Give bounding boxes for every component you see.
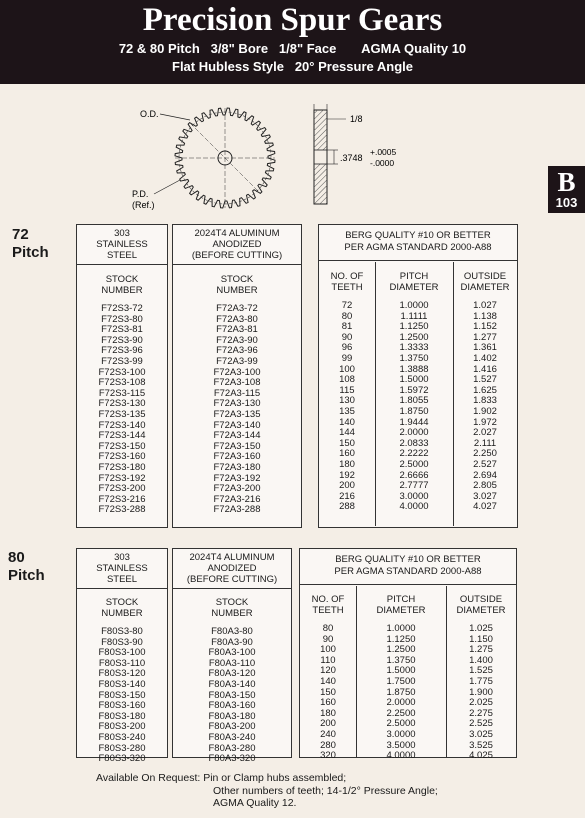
table-cell: 1.0000 [399, 300, 429, 311]
table-cell: F72S3-99 [101, 355, 143, 367]
table-cell: 144 [339, 427, 355, 439]
table-cell: 1.277 [473, 331, 497, 343]
table-cell: 1.8750 [386, 686, 416, 698]
pd-72-list [375, 301, 453, 513]
table-cell: 240 [320, 728, 336, 740]
table-cell: F80S3-150 [98, 689, 146, 701]
table-cell: F72A3-200 [213, 483, 261, 495]
table-cell: F80S3-140 [98, 678, 146, 690]
table-cell: F72S3-90 [101, 334, 143, 346]
al-head-3: (BEFORE CUTTING) [191, 250, 283, 261]
table-cell: 2.0000 [386, 697, 416, 709]
bore-tolerance-minus: -.0000 [370, 158, 395, 168]
teeth-80-list [300, 624, 356, 762]
table-cell: 2.527 [473, 458, 497, 470]
table-cell: 2.250 [473, 448, 497, 460]
pitch-72-label [12, 226, 49, 262]
table-cell: 96 [341, 342, 353, 354]
table-cell: 1.3750 [399, 352, 429, 364]
table-cell: 80 [322, 623, 334, 634]
table-cell: F72A3-115 [213, 387, 261, 399]
table-cell: F72A3-144 [213, 430, 261, 442]
table-cell: 1.361 [473, 342, 497, 354]
page-title: Precision Spur Gears [142, 2, 443, 38]
table-cell: 150 [320, 686, 336, 698]
od-72-list [453, 301, 517, 513]
table-cell: 2.525 [469, 718, 493, 730]
ss-head-1: 303 [114, 228, 130, 239]
table-cell: F80A3-180 [208, 710, 256, 722]
table-cell: 2.027 [473, 427, 497, 439]
table-cell: 99 [341, 352, 353, 364]
ref-label: (Ref.) [132, 200, 155, 210]
table-cell: 1.7500 [386, 675, 416, 687]
table-cell: 2.0833 [399, 437, 429, 449]
table-cell: F80S3-240 [98, 731, 146, 743]
table-cell: 1.900 [469, 686, 493, 698]
bore-tolerance-plus: +.0005 [370, 147, 397, 157]
table-cell: 1.3333 [399, 342, 429, 354]
table-cell: F80A3-90 [211, 636, 253, 648]
table-cell: 1.1250 [386, 633, 416, 645]
table-cell: 4.0000 [399, 501, 429, 513]
stock-head-2: NUMBER [101, 285, 143, 296]
table-cell: 1.972 [473, 416, 497, 428]
note-line-3: AGMA Quality 12. [213, 797, 297, 809]
table-cell: 180 [320, 707, 336, 719]
stock-head-2: NUMBER [101, 608, 143, 619]
od-head-2: DIAMETER [456, 605, 506, 616]
stainless-80-list [77, 627, 167, 765]
table-cell: 80 [341, 310, 353, 322]
gear-front-view [175, 108, 275, 208]
table-cell: 1.3750 [386, 654, 416, 666]
table-cell: 1.3888 [399, 363, 429, 375]
table-cell: F72S3-96 [101, 345, 143, 357]
table-cell: F72A3-108 [213, 377, 261, 389]
table-cell: F80A3-160 [208, 700, 256, 712]
table-cell: F72A3-180 [213, 461, 261, 473]
table-cell: 2.5000 [399, 458, 429, 470]
table-cell: F72S3-108 [98, 377, 146, 389]
table-cell: 1.525 [469, 665, 493, 677]
pd-head-2: DIAMETER [376, 605, 426, 616]
table-cell: F72A3-72 [216, 303, 258, 314]
od-head-1: OUTSIDE [459, 594, 503, 605]
table-cell: F72A3-81 [216, 324, 258, 336]
berg-head-2: PER AGMA STANDARD 2000-A88 [334, 566, 482, 577]
table-cell: F72A3-100 [213, 366, 261, 378]
table-cell: F72A3-150 [213, 440, 261, 452]
stock-head-2: NUMBER [211, 608, 253, 619]
page-header [0, 0, 585, 84]
table-cell: F80S3-80 [101, 626, 143, 637]
table-cell: 2.5000 [386, 718, 416, 730]
table-cell: 150 [339, 437, 355, 449]
al-head-2: ANODIZED [207, 563, 257, 574]
table-cell: 2.6666 [399, 469, 429, 481]
teeth-head-1: NO. OF [330, 271, 364, 282]
stainless-72-list [77, 304, 167, 516]
pitch-number: 80 [8, 549, 25, 566]
table-cell: 1.275 [469, 644, 493, 656]
table-cell: F72A3-99 [216, 355, 258, 367]
table-cell: F72A3-96 [216, 345, 258, 357]
table-cell: F80A3-100 [208, 647, 256, 659]
pitch-word: Pitch [8, 567, 45, 584]
od-label: O.D. [140, 109, 159, 119]
table-cell: 3.0000 [399, 490, 429, 502]
table-cell: F72A3-192 [213, 472, 261, 484]
pd-head-2: DIAMETER [389, 282, 439, 293]
table-cell: 1.902 [473, 405, 497, 417]
al-head-2: ANODIZED [212, 239, 262, 250]
table-cell: F72S3-130 [98, 398, 146, 410]
table-cell: F80S3-120 [98, 668, 146, 680]
table-cell: 1.416 [473, 363, 497, 375]
table-cell: F72A3-90 [216, 334, 258, 346]
berg-72-table [318, 224, 518, 528]
table-cell: F72S3-192 [98, 472, 146, 484]
al-head-1: 2024T4 ALUMINUM [194, 228, 280, 239]
od-head-1: OUTSIDE [463, 271, 507, 282]
pd-head-1: PITCH [386, 594, 416, 605]
table-cell: F72S3-100 [98, 366, 146, 378]
table-cell: 280 [320, 739, 336, 751]
stock-head-1: STOCK [105, 274, 139, 285]
table-cell: 180 [339, 458, 355, 470]
pitch-80-label [8, 549, 45, 585]
table-cell: 288 [339, 501, 355, 513]
table-cell: 1.5000 [399, 374, 429, 386]
section-tab [548, 166, 585, 213]
od-80-list [446, 624, 516, 762]
od-leader [160, 114, 190, 120]
table-cell: F80A3-150 [208, 689, 256, 701]
table-cell: 2.2500 [386, 707, 416, 719]
berg-head-2: PER AGMA STANDARD 2000-A88 [344, 242, 492, 253]
stock-head-1: STOCK [105, 597, 139, 608]
table-cell: F80A3-120 [208, 668, 256, 680]
pd-label: P.D. [132, 189, 149, 199]
table-cell: 1.152 [473, 321, 497, 333]
aluminum-72-table [172, 224, 302, 528]
pd-80-list [356, 624, 446, 762]
table-cell: 160 [339, 448, 355, 460]
table-cell: 3.025 [469, 728, 493, 740]
table-cell: 2.025 [469, 697, 493, 709]
table-cell: F80S3-100 [98, 647, 146, 659]
stock-head-1: STOCK [220, 274, 254, 285]
table-cell: 216 [339, 490, 355, 502]
table-cell: F80S3-200 [98, 721, 146, 733]
table-cell: 1.5972 [399, 384, 429, 396]
table-cell: F72S3-288 [98, 504, 146, 516]
table-cell: 135 [339, 405, 355, 417]
pd-leader [154, 180, 180, 194]
table-cell: 1.1111 [400, 310, 428, 322]
table-cell: F72A3-140 [213, 419, 261, 431]
teeth-head-1: NO. OF [311, 594, 345, 605]
table-cell: 2.111 [473, 437, 497, 449]
table-cell: F72A3-160 [213, 451, 261, 463]
table-cell: 90 [341, 331, 353, 343]
table-cell: F72A3-130 [213, 398, 261, 410]
table-cell: 2.805 [473, 480, 497, 492]
od-head-2: DIAMETER [460, 282, 510, 293]
table-cell: F72S3-200 [98, 483, 146, 495]
table-cell: F72S3-81 [101, 324, 143, 336]
table-cell: 1.8055 [399, 395, 429, 407]
table-cell: 1.138 [473, 310, 497, 322]
table-cell: F72S3-216 [98, 493, 146, 505]
table-cell: F80A3-80 [211, 626, 253, 637]
stock-head-2: NUMBER [216, 285, 258, 296]
table-cell: F80A3-240 [208, 731, 256, 743]
table-cell: F72S3-72 [101, 303, 143, 314]
pitch-number: 72 [12, 226, 29, 243]
table-cell: F72A3-80 [216, 313, 258, 325]
table-cell: F80A3-280 [208, 742, 256, 754]
table-cell: 110 [320, 654, 336, 666]
stock-head-1: STOCK [215, 597, 249, 608]
table-cell: 200 [339, 480, 355, 492]
teeth-head-2: TEETH [331, 282, 363, 293]
ss-head-2: STAINLESS [96, 563, 148, 574]
table-cell: 1.2500 [386, 644, 416, 656]
table-cell: 1.027 [473, 300, 497, 311]
table-cell: 1.625 [473, 384, 497, 396]
table-cell: F72S3-144 [98, 430, 146, 442]
table-cell: F80A3-200 [208, 721, 256, 733]
table-cell: F72A3-135 [213, 408, 261, 420]
table-cell: 1.775 [469, 675, 493, 687]
table-cell: 115 [339, 384, 355, 396]
table-cell: F72S3-135 [98, 408, 146, 420]
aluminum-72-list [173, 304, 301, 516]
table-cell: 3.5000 [386, 739, 416, 751]
teeth-head-2: TEETH [312, 605, 344, 616]
stainless-80-table [76, 548, 168, 765]
table-cell: 1.2500 [399, 331, 429, 343]
table-cell: 1.150 [469, 633, 493, 645]
teeth-72-list [319, 301, 375, 513]
spec-line-1: 72 & 80 Pitch 3/8" Bore 1/8" Face AGMA Quality 10 [118, 41, 467, 56]
berg-72-columns [319, 262, 517, 513]
ss-head-1: 303 [114, 552, 130, 563]
table-cell: 1.025 [469, 623, 493, 634]
table-cell: 1.527 [473, 374, 497, 386]
table-cell: 320 [320, 750, 336, 762]
table-cell: F72S3-80 [101, 313, 143, 325]
table-cell: F80S3-160 [98, 700, 146, 712]
table-cell: 108 [339, 374, 355, 386]
aluminum-80-list [173, 627, 291, 765]
table-cell: 1.833 [473, 395, 497, 407]
table-cell: 160 [320, 697, 336, 709]
table-cell: 2.275 [469, 707, 493, 719]
table-cell: 72 [341, 300, 353, 311]
table-cell: 100 [320, 644, 336, 656]
table-cell: F80A3-320 [208, 753, 256, 765]
table-cell: 3.0000 [386, 728, 416, 740]
table-cell: F80S3-110 [98, 657, 146, 669]
table-cell: 90 [322, 633, 334, 645]
table-cell: 2.2222 [399, 448, 429, 460]
table-cell: F72S3-140 [98, 419, 146, 431]
table-cell: 1.5000 [386, 665, 416, 677]
table-cell: 4.027 [473, 501, 497, 513]
berg-80-columns [300, 586, 516, 762]
ss-head-2: STAINLESS [96, 239, 148, 250]
table-cell: 1.8750 [399, 405, 429, 417]
pd-head-1: PITCH [399, 271, 429, 282]
table-cell: 2.0000 [399, 427, 429, 439]
table-cell: 1.400 [469, 654, 493, 666]
spec-line-2: Flat Hubless Style 20° Pressure Angle [172, 59, 413, 74]
table-cell: F72S3-160 [98, 451, 146, 463]
table-cell: F80S3-320 [98, 753, 146, 765]
table-cell: 2.694 [473, 469, 497, 481]
face-width-label: 1/8 [350, 114, 363, 124]
section-letter: B [557, 167, 576, 197]
table-cell: F80S3-180 [98, 710, 146, 722]
table-cell: 3.525 [469, 739, 493, 751]
al-head-3: (BEFORE CUTTING) [186, 574, 278, 585]
berg-head-1: BERG QUALITY #10 OR BETTER [345, 230, 491, 241]
table-cell: 2.7777 [399, 480, 429, 492]
table-cell: F72S3-115 [98, 387, 146, 399]
table-cell: F80A3-110 [208, 657, 256, 669]
table-cell: F72S3-180 [98, 461, 146, 473]
table-cell: 130 [339, 395, 355, 407]
availability-note [96, 772, 438, 810]
table-cell: 120 [320, 665, 336, 677]
table-cell: 1.0000 [386, 623, 416, 634]
table-cell: 100 [339, 363, 355, 375]
table-cell: 1.9444 [399, 416, 429, 428]
table-cell: F72S3-150 [98, 440, 146, 452]
table-cell: F80A3-140 [208, 678, 256, 690]
table-cell: F72A3-288 [213, 504, 261, 516]
berg-head-1: BERG QUALITY #10 OR BETTER [335, 554, 481, 565]
table-cell: 140 [339, 416, 355, 428]
table-cell: 200 [320, 718, 336, 730]
berg-80-table [299, 548, 517, 762]
gear-diagram [120, 98, 420, 218]
table-cell: F72A3-216 [213, 493, 261, 505]
pitch-word: Pitch [12, 244, 49, 261]
note-line-2: Other numbers of teeth; 14-1/2° Pressure Angle; [213, 784, 438, 797]
table-cell: 1.1250 [399, 321, 429, 333]
table-cell: 3.027 [473, 490, 497, 502]
table-cell: F80S3-90 [101, 636, 143, 648]
table-cell: 4.0000 [386, 750, 416, 762]
note-line-1: Available On Request: Pin or Clamp hubs assembled; [96, 772, 347, 784]
ss-head-3: STEEL [106, 574, 138, 585]
table-cell: 81 [341, 321, 353, 333]
table-cell: 4.025 [469, 750, 493, 762]
al-head-1: 2024T4 ALUMINUM [189, 552, 275, 563]
table-cell: 1.402 [473, 352, 497, 364]
table-cell: 192 [339, 469, 355, 481]
aluminum-80-table [172, 548, 292, 765]
table-cell: F80S3-280 [98, 742, 146, 754]
table-cell: 140 [320, 675, 336, 687]
stainless-72-table [76, 224, 168, 528]
ss-head-3: STEEL [106, 250, 138, 261]
page-number: 103 [555, 195, 578, 210]
bore-value: .3748 [340, 153, 363, 163]
